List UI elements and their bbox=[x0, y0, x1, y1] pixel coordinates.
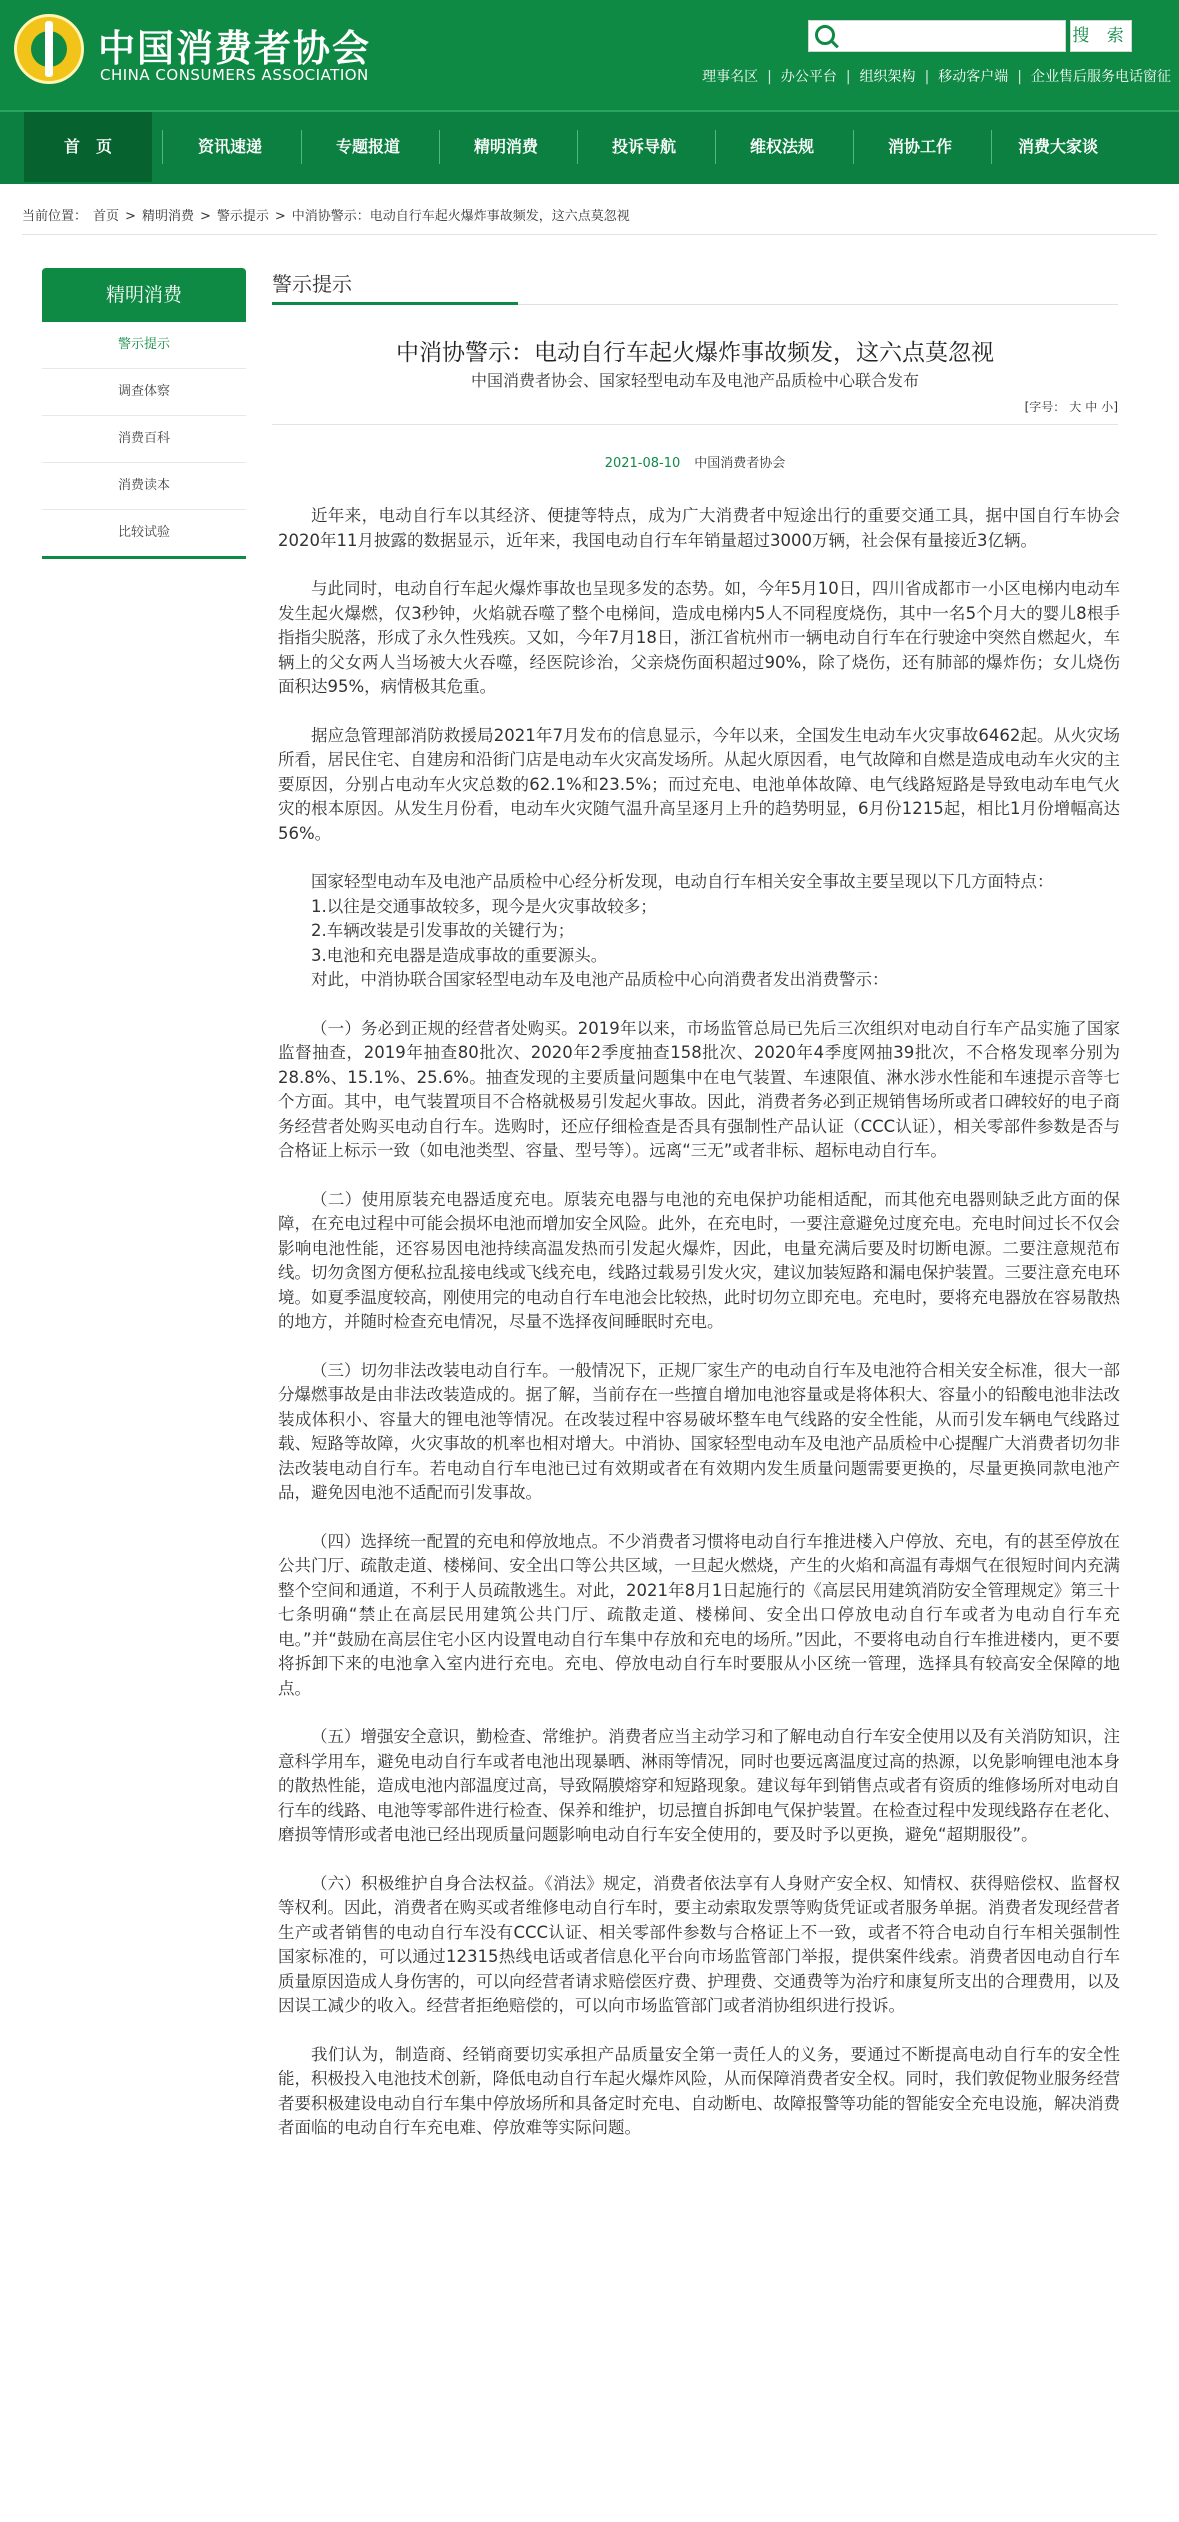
search-input[interactable] bbox=[808, 20, 1066, 52]
sidebar-item-survey[interactable]: 调查体察 bbox=[42, 369, 246, 416]
warning-paragraph: （五）增强安全意识，勤检查、常维护。消费者应当主动学习和了解电动自行车安全使用以及有关消防知识，注意科学用车，避免电动自行车或者电池出现暴晒、淋雨等情况，同时也要远离温度过高的热源，以免影响锂电池本身的散热性能，造成电池内部温度过高，导致隔膜熔穿和短路现象。建议每年到销售点或者有资质的维修场所对电动自行车的线路、电池等零部件进行检查、保养和维护，切忌擅自拆卸电气保护装置。在检查过程中发现线路存在老化、磨损等情形或者电池已经出现质量问题影响电动自行车安全使用的，要及时予以更换，避免“超期服役”。 bbox=[278, 1727, 1120, 1844]
article-paragraph: 与此同时，电动自行车起火爆炸事故也呈现多发的态势。如，今年5月10日，四川省成都市一小区电梯内电动车发生起火爆燃，仅3秒钟，火焰就吞噬了整个电梯间，造成电梯内5人不同程度烧伤，其中一名5个月大的婴儿8根手指指尖脱落，形成了永久性残疾。又如，今年7月18日，浙江省杭州市一辆电动自行车在行驶途中突然自燃起火，车辆上的父女两人当场被大火吞噬，经医院诊治，父亲烧伤面积超过90%，除了烧伤，还有肺部的爆炸伤；女儿烧伤面积达95%，病情极其危重。 bbox=[278, 579, 1120, 696]
analysis-intro: 国家轻型电动车及电池产品质检中心经分析发现，电动自行车相关安全事故主要呈现以下几方面特点： bbox=[311, 872, 1054, 891]
search-icon bbox=[815, 25, 835, 45]
breadcrumb-smart-consumption[interactable]: 精明消费 bbox=[141, 209, 194, 224]
font-size-small[interactable]: 小 bbox=[1101, 400, 1114, 414]
article-body bbox=[278, 504, 1120, 2141]
nav-regulations[interactable]: 维权法规 bbox=[749, 137, 814, 156]
warning-paragraph: （二）使用原装充电器适度充电。原装充电器与电池的充电保护功能相适配，而其他充电器则缺乏此方面的保障，在充电过程中可能会损坏电池而增加安全风险。此外，在充电时，一要注意避免过度充电。充电时间过长不仅会影响电池性能，还容易因电池持续高温发热而引发起火爆炸，因此，电量充满后要及时切断电源。二要注意规范布线。切勿贪图方便私拉乱接电线或飞线充电，线路过载易引发火灾，建议加装短路和漏电保护装置。三要注意充电环境。如夏季温度较高，刚使用完的电动自行车电池会比较热，此时切勿立即充电。充电时，要将充电器放在容易散热的地方，并随时检查充电情况，尽量不选择夜间睡眠时充电。 bbox=[278, 1189, 1120, 1331]
warning-paragraph: （四）选择统一配置的充电和停放地点。不少消费者习惯将电动自行车推进楼入户停放、充电，有的甚至停放在公共门厅、疏散走道、楼梯间、安全出口等公共区域，一旦起火燃烧，产生的火焰和高温有毒烟气在很短时间内充满整个空间和通道，不利于人员疏散逃生。对此，2021年8月1日起施行的《高层民用建筑消防安全管理规定》第三十七条明确“禁止在高层民用建筑公共门厅、疏散走道、楼梯间、安全出口停放电动自行车或者为电动自行车充电。”并“鼓励在高层住宅小区内设置电动自行车集中存放和充电的场所。”因此，不要将电动自行车推进楼内，更不要将拆卸下来的电池拿入室内进行充电。充电、停放电动自行车时要服从小区统一管理，选择具有较高安全保障的地点。 bbox=[278, 1531, 1120, 1698]
article-subtitle: 中国消费者协会、国家轻型电动车及电池产品质检中心联合发布 bbox=[470, 371, 919, 390]
breadcrumb-home[interactable]: 首页 bbox=[93, 209, 120, 224]
article-source: 中国消费者协会 bbox=[694, 456, 786, 471]
sidebar-title: 精明消费 bbox=[42, 268, 246, 322]
nav-association-work[interactable]: 消协工作 bbox=[887, 137, 952, 156]
top-link-service[interactable]: 企业售后服务电话窗征 bbox=[1031, 69, 1171, 85]
breadcrumb: 当前位置： 首页 > 精明消费 > 警示提示 > 中消协警示：电动自行车起火爆炸事故频发，这六点莫忽视 bbox=[22, 209, 630, 224]
font-size-switcher: [字号： 大 中 小] bbox=[1024, 400, 1118, 414]
top-link-council[interactable]: 理事名区 bbox=[702, 69, 759, 85]
font-size-large[interactable]: 大 bbox=[1069, 400, 1082, 414]
nav-complaints[interactable]: 投诉导航 bbox=[611, 137, 676, 156]
article-date: 2021-08-10 bbox=[604, 456, 681, 471]
site-header bbox=[0, 0, 1179, 110]
main-nav bbox=[0, 110, 1179, 184]
nav-smart-consumption[interactable]: 精明消费 bbox=[473, 137, 538, 156]
logo-title-en[interactable]: CHINA CONSUMERS ASSOCIATION bbox=[100, 66, 369, 84]
breadcrumb-current: 中消协警示：电动自行车起火爆炸事故频发，这六点莫忽视 bbox=[291, 209, 630, 224]
article-paragraph: 据应急管理部消防救援局2021年7月发布的信息显示，今年以来，全国发生电动车火灾事故6462起。从火灾场所看，居民住宅、自建房和沿街门店是电动车火灾高发场所。从起火原因看，电气故障和自燃是造成电动车火灾的主要原因，分别占电动车火灾总数的62.1%和23.5%；而过充电、电池单体故障、电气线路短路是导致电动车电气火灾的根本原因。从发生月份看，电动车火灾随气温升高呈逐月上升的趋势明显，6月份1215起，相比1月份增幅高达56%。 bbox=[278, 725, 1120, 843]
analysis-item: 3.电池和充电器是造成事故的重要源头。 bbox=[311, 945, 608, 965]
breadcrumb-label: 当前位置： bbox=[22, 209, 88, 224]
nav-home[interactable]: 首 页 bbox=[24, 112, 152, 182]
warning-paragraph: （三）切勿非法改装电动自行车。一般情况下，正规厂家生产的电动自行车及电池符合相关安全标准，很大一部分爆燃事故是由非法改装造成的。据了解，当前存在一些擅自增加电池容量或是将体积大、容量小的铅酸电池非法改装成体积小、容量大的锂电池等情况。在改装过程中容易破坏整车电气线路的安全性能，从而引发车辆电气线路过载、短路等故障，火灾事故的机率也相对增大。中消协、国家轻型电动车及电池产品质检中心提醒广大消费者切勿非法改装电动自行车。若电动自行车电池已过有效期或者在有效期内发生质量问题需要更换的，尽量更换同款电池产品，避免因电池不适配而引发事故。 bbox=[278, 1360, 1120, 1502]
section-title: 警示提示 bbox=[272, 272, 352, 296]
sidebar-item-comparison[interactable]: 比较试验 bbox=[42, 510, 246, 557]
sidebar-item-encyclopedia[interactable]: 消费百科 bbox=[42, 416, 246, 463]
nav-discussion[interactable]: 消费大家谈 bbox=[1017, 137, 1098, 156]
article-title: 中消协警示：电动自行车起火爆炸事故频发，这六点莫忽视 bbox=[396, 340, 994, 366]
sidebar-item-reader[interactable]: 消费读本 bbox=[42, 463, 246, 510]
nav-topics[interactable]: 专题报道 bbox=[335, 137, 400, 156]
top-link-org[interactable]: 组织架构 bbox=[859, 69, 916, 85]
breadcrumb-warnings[interactable]: 警示提示 bbox=[216, 209, 269, 224]
top-link-mobile[interactable]: 移动客户端 bbox=[938, 69, 1009, 85]
logo-title-cn[interactable]: 中国消费者协会 bbox=[98, 27, 371, 70]
nav-news[interactable]: 资讯速递 bbox=[197, 137, 262, 156]
warning-paragraph: （六）积极维护自身合法权益。《消法》规定，消费者依法享有人身财产安全权、知情权、获得赔偿权、监督权等权利。因此，消费者在购买或者维修电动自行车时，要主动索取发票等购货凭证或者服务单据。消费者发现经营者生产或者销售的电动自行车没有CCC认证、相关零部件参数与合格证上不一致，或者不符合电动自行车相关强制性国家标准的，可以通过12315热线电话或者信息化平台向市场监管部门举报，提供案件线索。消费者因电动自行车质量原因造成人身伤害的，可以向经营者请求赔偿医疗费、护理费、交通费等为治疗和康复所支出的合理费用，以及因误工减少的收入。经营者拒绝赔偿的，可以向市场监管部门或者消协组织进行投诉。 bbox=[278, 1873, 1120, 2015]
article-meta bbox=[272, 452, 1118, 471]
top-links: 理事名区 | 办公平台 | 组织架构 | 移动客户端 | 企业售后服务电话窗征 bbox=[620, 66, 1179, 86]
search-button[interactable]: 搜 索 bbox=[1070, 20, 1132, 52]
top-link-office[interactable]: 办公平台 bbox=[780, 69, 837, 85]
article-paragraph: 近年来，电动自行车以其经济、便捷等特点，成为广大消费者中短途出行的重要交通工具，据中国自行车协会2020年11月披露的数据显示，近年来，我国电动自行车年销量超过3000万辆，社会保有量接近3亿辆。 bbox=[278, 506, 1120, 550]
sidebar-item-warnings[interactable]: 警示提示 bbox=[42, 322, 246, 369]
analysis-item: 1.以往是交通事故较多，现今是火灾事故较多； bbox=[311, 896, 657, 916]
closing-paragraph: 我们认为，制造商、经销商要切实承担产品质量安全第一责任人的义务，要通过不断提高电动自行车的安全性能，积极投入电池技术创新，降低电动自行车起火爆炸风险，从而保障消费者安全权。同时，我们敦促物业服务经营者要积极建设电动自行车集中停放场所和具备定时充电、自动断电、故障报警等功能的智能安全充电设施，解决消费者面临的电动自行车充电难、停放难等实际问题。 bbox=[278, 2044, 1120, 2137]
analysis-item: 2.车辆改装是引发事故的关键行为； bbox=[311, 921, 575, 940]
warning-intro: 对此，中消协联合国家轻型电动车及电池产品质检中心向消费者发出消费警示： bbox=[311, 970, 889, 989]
logo-emblem-icon[interactable] bbox=[14, 14, 84, 84]
warning-paragraph: （一）务必到正规的经营者处购买。2019年以来，市场监管总局已先后三次组织对电动自行车产品实施了国家监督抽查，2019年抽查80批次、2020年2季度抽查158批次、2020年4季度网抽39批次，不合格发现率分别为28.8%、15.1%、25.6%。抽查发现的主要质量问题集中在电气装置、车速限值、淋水涉水性能和车速提示音等七个方面。其中，电气装置项目不合格就极易引发起火事故。因此，消费者务必到正规销售场所或者口碑较好的电子商务经营者处购买电动自行车。选购时，还应仔细检查是否具有强制性产品认证（CCC认证），相关零部件参数是否与合格证上标示一致（如电池类型、容量、型号等）。远离“三无”或者非标、超标电动自行车。 bbox=[278, 1018, 1120, 1160]
font-size-medium[interactable]: 中 bbox=[1085, 400, 1098, 414]
